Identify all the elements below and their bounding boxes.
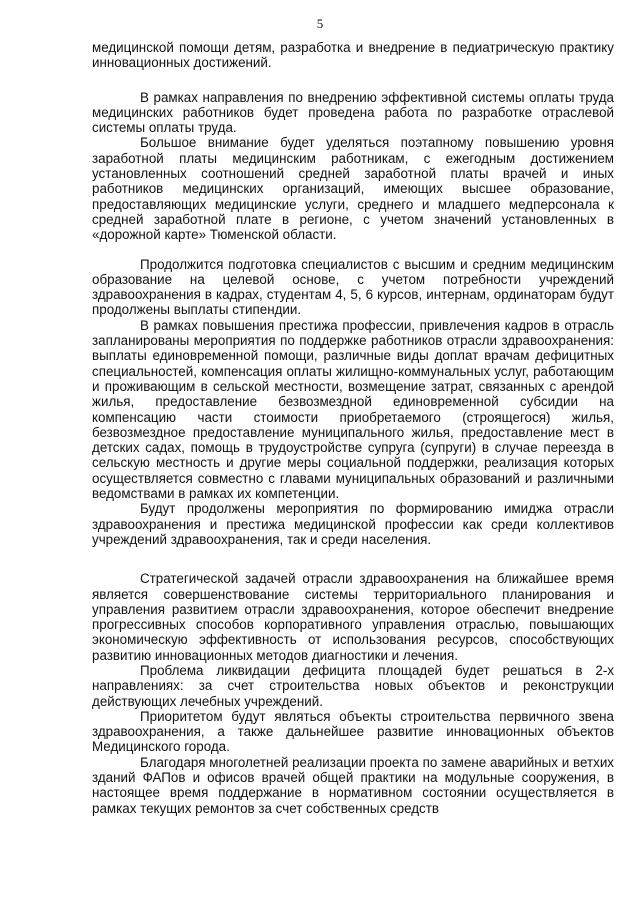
page-number: 5: [316, 16, 324, 31]
paragraph-priority-objects: Приоритетом будут являться объекты строительства первичного звена здравоохранения, а также дальнейшее развитие инновационных объектов Медицинского города.: [92, 708, 614, 755]
paragraph-specialist-training: Продолжится подготовка специалистов с высшим и средним медицинским образование на целевой основе, с учетом потребности учреждений здравоохранения в кадрах, студентам 4, 5, 6 курсов, интернам, ординаторам будут продолжены выплаты стипендии.: [92, 256, 614, 318]
paragraph-strategic-task: Стратегической задачей отрасли здравоохранения на ближайшее время является совершенствование системы территориального планирования и управления развитием отрасли здравоохранения, которое обеспечит внедрение прогрессивных способов корпоративного управления отраслью, повышающих экономическую эффективность от использования ресурсов, способствующих развитию инновационных методов диагностики и лечения.: [92, 571, 614, 663]
paragraph-wage-system: В рамках направления по внедрению эффективной системы оплаты труда медицинских работников будет проведена работа по разработке отраслевой системы оплаты труда.: [92, 89, 614, 136]
paragraph-wage-increase: Большое внимание будет уделяться поэтапному повышению уровня заработной платы медицинским работникам, с ежегодным достижением установленных соотношений средней заработной платы врачей и иных работников медицинских организаций, имеющих высшее образование, предоставляющих медицинские услуги, среднего и младшего медперсонала к средней заработной плате в регионе, с учетом значений установленных в «дорожной карте» Тюменской области.: [92, 135, 614, 243]
paragraph-profession-image: Будут продолжены мероприятия по формированию имиджа отрасли здравоохранения и престижа медицинской профессии как среди коллективов учреждений здравоохранения, так и среди населения.: [92, 501, 614, 547]
paragraph-continuation: медицинской помощи детям, разработка и внедрение в педиатрическую практику инновационных достижений.: [92, 40, 614, 71]
paragraph-modular-buildings: Благодаря многолетней реализации проекта по замене аварийных и ветхих зданий ФАПов и офисов врачей общей практики на модульные сооружения, в настоящее время поддержание в нормативном состоянии осуществляется в рамках текущих ремонтов за счет собственных средств: [92, 754, 614, 816]
paragraph-floor-space: Проблема ликвидации дефицита площадей будет решаться в 2-х направлениях: за счет строительства новых объектов и реконструкции действующих лечебных учреждений.: [92, 662, 614, 709]
document-body: [92, 40, 614, 816]
paragraph-staff-support: В рамках повышения престижа профессии, привлечения кадров в отрасль запланированы мероприятия по поддержке работников отрасли здравоохранения: выплаты единовременной помощи, различные виды доплат врачам дефицитных специальностей, компенсация оплаты жилищно-коммунальных услуг, работающим и проживающим в сельской местности, возмещение затрат, связанных с арендой жилья, предоставление безвозмездной единовременной субсидии на компенсацию части стоимости приобретаемого (строящегося) жилья, безвозмездное предоставление муниципального жилья, предоставление мест в детских садах, помощь в трудоустройстве супруга (супруги) в случае переезда в сельскую местность и другие меры социальной поддержки, реализация которых осуществляется совместно с главами муниципальных образований и различными ведомствами в рамках их компетенции.: [92, 317, 614, 502]
